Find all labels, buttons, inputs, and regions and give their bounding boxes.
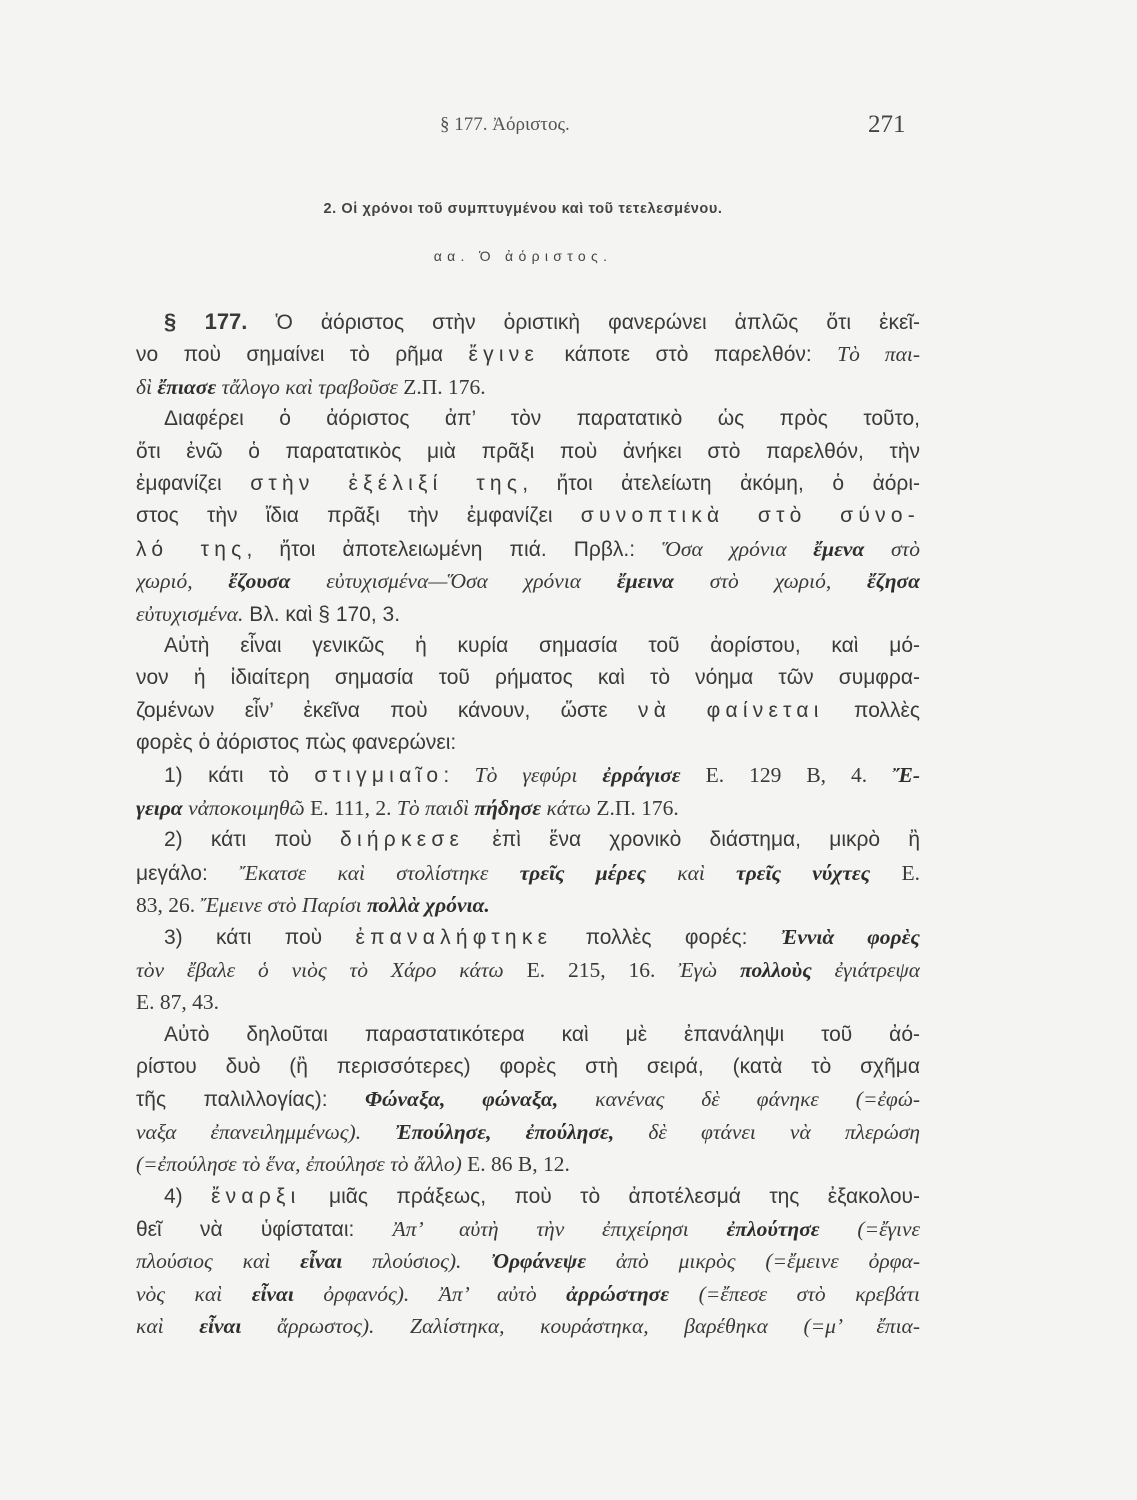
source-reference: Ε. 111, 2. <box>304 795 397 820</box>
spaced-emphasis: συνοπτικὰ στὸ σύνο- <box>580 504 920 528</box>
text-line <box>136 1213 920 1245</box>
source-reference: 83, 26. <box>136 893 201 918</box>
example-text: κάτω <box>541 795 591 820</box>
body-text <box>136 306 920 1343</box>
section-heading: 2. Οἱ χρόνοι τοῦ συμπτυγμένου καὶ τοῦ τετελεσμένου. <box>323 201 723 217</box>
example-emphasis: ἐπλούτησε <box>726 1216 820 1241</box>
example-text: (=ἔπεσε στὸ κρεβάτι <box>669 1281 920 1306</box>
paragraph <box>136 921 920 1018</box>
example-text: πλούσιος καὶ <box>136 1249 301 1274</box>
text-line <box>136 338 920 370</box>
text-line <box>136 598 920 630</box>
source-reference: Ε. 215, 16. <box>503 957 679 982</box>
spaced-emphasis: διήρκεσε <box>340 828 465 852</box>
example-text: πλούσιος). <box>342 1249 492 1274</box>
text-line <box>136 306 920 338</box>
text-run: ὅτι ἐνῶ ὁ παρατατικὸς μιὰ πρᾶξι ποὺ ἀνήκει στὸ παρελθόν, τὴν <box>136 439 920 463</box>
text-run: Βλ. καὶ § 170, 3. <box>243 602 401 626</box>
text-run: τῆς παλιλλογίας): <box>136 1088 365 1112</box>
text-line <box>136 1019 920 1051</box>
spaced-emphasis: λό της <box>136 537 247 561</box>
text-line <box>136 1278 920 1310</box>
example-text: Ἔκατσε καὶ στολίστηκε <box>239 860 520 885</box>
example-text: Ἔμεινε στὸ Παρίσι <box>200 893 367 918</box>
text-line <box>136 1051 920 1083</box>
example-text: (=ἔγινε <box>819 1216 920 1241</box>
text-run: Διαφέρει ὁ ἀόριστος ἀπ’ τὸν παρατατικὸ ὡς πρὸς τοῦτο, <box>164 407 920 431</box>
running-title: § 177. Ἀόριστος. <box>440 114 570 135</box>
example-text: χωριό, <box>136 569 229 594</box>
text-line <box>136 889 920 921</box>
text-line <box>136 921 920 953</box>
example-text: ἄρρωστος). Ζαλίστηκα, κουράστηκα, βαρέθηκα (=μ’ ἔπια- <box>241 1314 920 1339</box>
text-run: φορὲς ὁ ἀόριστος πὼς φανερώνει: <box>136 731 457 755</box>
text-run: θεῖ νὰ ὑφίσταται: <box>136 1217 393 1241</box>
example-emphasis: εἶναι <box>300 1249 343 1274</box>
example-emphasis: Ἐπούλησε, ἐπούλησε, <box>395 1119 615 1144</box>
spaced-emphasis: νὰ φαίνεται <box>637 698 824 722</box>
text-run: νο ποὺ σημαίνει τὸ ρῆμα <box>136 343 469 367</box>
example-emphasis: ἔμενα <box>813 536 865 561</box>
example-text: τἄλογο καὶ τραβοῦσε <box>216 374 398 399</box>
text-run: Αὐτὸ δηλοῦται παραστατικότερα καὶ μὲ ἐπανάληψι τοῦ ἀό- <box>164 1022 920 1046</box>
example-emphasis: Ἐννιὰ φορὲς <box>780 925 920 950</box>
text-run: : <box>443 764 475 788</box>
example-text: ὀρφανός). Ἀπ’ αὐτὸ <box>293 1281 567 1306</box>
text-run: πολλὲς <box>823 698 920 722</box>
text-run: ζομένων εἶν’ ἐκεῖνα ποὺ κάνουν, ὥστε <box>136 698 638 722</box>
example-text: ἐγιάτρεψα <box>811 957 920 982</box>
text-line <box>136 1310 920 1342</box>
example-text: Τὸ παιδὶ <box>396 795 475 820</box>
example-emphasis: γειρα <box>136 795 183 820</box>
text-line <box>136 1181 920 1213</box>
example-emphasis: πήδησε <box>474 795 542 820</box>
example-emphasis: Ἔ- <box>892 763 920 788</box>
text-line <box>136 403 920 435</box>
example-text: καὶ <box>646 860 737 885</box>
source-reference: Ε. <box>870 860 920 885</box>
example-emphasis: τρεῖς νύχτες <box>736 860 871 885</box>
text-run: ρίστου δυὸ (ἢ περισσότερες) φορὲς στὴ σειρά, (κατὰ τὸ σχῆμα <box>136 1054 920 1078</box>
example-emphasis: ἔμεινα <box>616 569 674 594</box>
example-text: δὶ <box>136 374 158 399</box>
text-run: 2) κάτι ποὺ <box>164 828 340 852</box>
example-emphasis: Φώναξα, φώναξα, <box>365 1087 559 1112</box>
section-number: § 177. <box>164 309 248 334</box>
text-line <box>136 662 920 694</box>
text-run: μιᾶς πράξεως, ποὺ τὸ ἀποτέλεσμά της ἐξακολου- <box>300 1184 920 1208</box>
spaced-emphasis: ἔγινε <box>468 343 540 367</box>
example-emphasis: εἶναι <box>199 1314 242 1339</box>
example-text: στὸ χωριό, <box>673 569 868 594</box>
paragraph <box>136 1019 920 1181</box>
paragraph <box>136 824 920 921</box>
text-line <box>136 630 920 662</box>
text-line <box>136 759 920 791</box>
example-text: στὸ <box>864 536 920 561</box>
text-run: 1) κάτι τὸ <box>164 764 315 788</box>
paragraph <box>136 403 920 630</box>
example-text: Ἐγὼ <box>678 957 741 982</box>
subsection-heading: αα. Ὁ ἀόριστος. <box>433 248 613 264</box>
text-line <box>136 500 920 532</box>
spaced-emphasis: ἐπαναλήφτηκε <box>355 926 553 950</box>
example-text: εὐτυχισμένα—Ὅσα χρόνια <box>290 569 617 594</box>
text-line <box>136 371 920 403</box>
text-line <box>136 954 920 986</box>
text-run: κάποτε στὸ παρελθόν: <box>539 343 838 367</box>
spaced-emphasis: ἔναρξι <box>211 1184 301 1208</box>
source-reference: Ε. 86 Β, 12. <box>461 1152 570 1177</box>
example-text: Τὸ γεφύρι <box>474 763 603 788</box>
text-line <box>136 695 920 727</box>
example-emphasis: εἶναι <box>251 1281 294 1306</box>
example-emphasis: πολλοὺς <box>740 957 812 982</box>
paragraph <box>136 630 920 760</box>
example-emphasis: ἔζησα <box>867 569 920 594</box>
text-run: , ἤτοι ἀποτελειωμένη πιά. Πρβλ.: <box>246 537 663 561</box>
example-text: τὸν ἔβαλε ὁ νιὸς τὸ Χάρο κάτω <box>136 957 504 982</box>
example-text: ἀπὸ μικρὸς (=ἔμεινε ὀρφα- <box>586 1249 920 1274</box>
text-run: νον ἡ ἰδιαίτερη σημασία τοῦ ρήματος καὶ τὸ νόημα τῶν συμφρα- <box>136 666 920 690</box>
text-run: 4) <box>164 1184 212 1208</box>
text-line <box>136 468 920 500</box>
text-run: 3) κάτι ποὺ <box>164 926 356 950</box>
example-emphasis: ἀρρώστησε <box>566 1281 670 1306</box>
spaced-emphasis: στιγμιαῖο <box>314 764 444 788</box>
example-text: εὐτυχισμένα. <box>136 601 244 626</box>
example-text: δὲ φτάνει νὰ πλερώση <box>614 1119 920 1144</box>
text-run: μεγάλο: <box>136 861 240 885</box>
example-emphasis: ἔζουσα <box>228 569 291 594</box>
text-run: , ἤτοι ἀτελείωτη ἀκόμη, ὁ ἀόρι- <box>522 471 920 495</box>
text-line <box>136 857 920 889</box>
example-text: καὶ <box>136 1314 200 1339</box>
text-line <box>136 533 920 565</box>
paragraph <box>136 1181 920 1343</box>
example-emphasis: ἐρράγισε <box>602 763 681 788</box>
text-line <box>136 727 920 759</box>
text-run: στος τὴν ἴδια πρᾶξι τὴν ἐμφανίζει <box>136 504 581 528</box>
example-text: κανένας δὲ φάνηκε (=ἐφώ- <box>558 1087 920 1112</box>
text-run: Ὁ ἀόριστος στὴν ὁριστικὴ φανερώνει ἁπλῶς ὅτι ἐκεῖ- <box>247 311 920 334</box>
example-text: νὸς καὶ <box>136 1281 252 1306</box>
spaced-emphasis: στὴν ἐξέλιξί της <box>250 471 523 495</box>
source-reference: Ζ.Π. 176. <box>590 795 679 820</box>
example-text: Ἀπ’ αὐτὴ τὴν ἐπιχείρησι <box>392 1216 727 1241</box>
text-line <box>136 1245 920 1277</box>
example-text: νἀποκοιμηθῶ <box>182 795 305 820</box>
example-emphasis: τρεῖς μέρες <box>519 860 647 885</box>
text-line <box>136 824 920 856</box>
text-line <box>136 1116 920 1148</box>
text-line <box>136 1148 920 1180</box>
example-text: (=ἐπούλησε τὸ ἕνα, ἐπούλησε τὸ ἄλλο) <box>136 1152 462 1177</box>
example-text: Τὸ παι- <box>837 342 920 367</box>
paragraph <box>136 306 920 403</box>
example-text: Ὅσα χρόνια <box>662 536 814 561</box>
text-run: ἐπὶ ἕνα χρονικὸ διάστημα, μικρὸ ἢ <box>464 828 920 852</box>
source-reference: Ε. 129 Β, 4. <box>680 763 893 788</box>
text-line <box>136 565 920 597</box>
text-line <box>136 1083 920 1115</box>
paragraph <box>136 759 920 824</box>
text-line <box>136 986 920 1018</box>
text-line <box>136 792 920 824</box>
source-reference: Ζ.Π. 176. <box>397 374 486 399</box>
text-run: πολλὲς φορές: <box>552 926 781 950</box>
text-run: Αὐτὴ εἶναι γενικῶς ἡ κυρία σημασία τοῦ ἀορίστου, καὶ μό- <box>164 633 920 657</box>
example-text: ναξα ἐπανειλημμένως). <box>136 1119 396 1144</box>
page-number: 271 <box>868 111 906 138</box>
source-reference: Ε. 87, 43. <box>136 990 220 1015</box>
text-line <box>136 436 920 468</box>
text-run: ἐμφανίζει <box>136 471 251 495</box>
example-emphasis: ἔπιασε <box>157 374 217 399</box>
example-emphasis: πολλὰ χρόνια. <box>367 893 490 918</box>
example-emphasis: Ὀρφάνεψε <box>491 1249 587 1274</box>
